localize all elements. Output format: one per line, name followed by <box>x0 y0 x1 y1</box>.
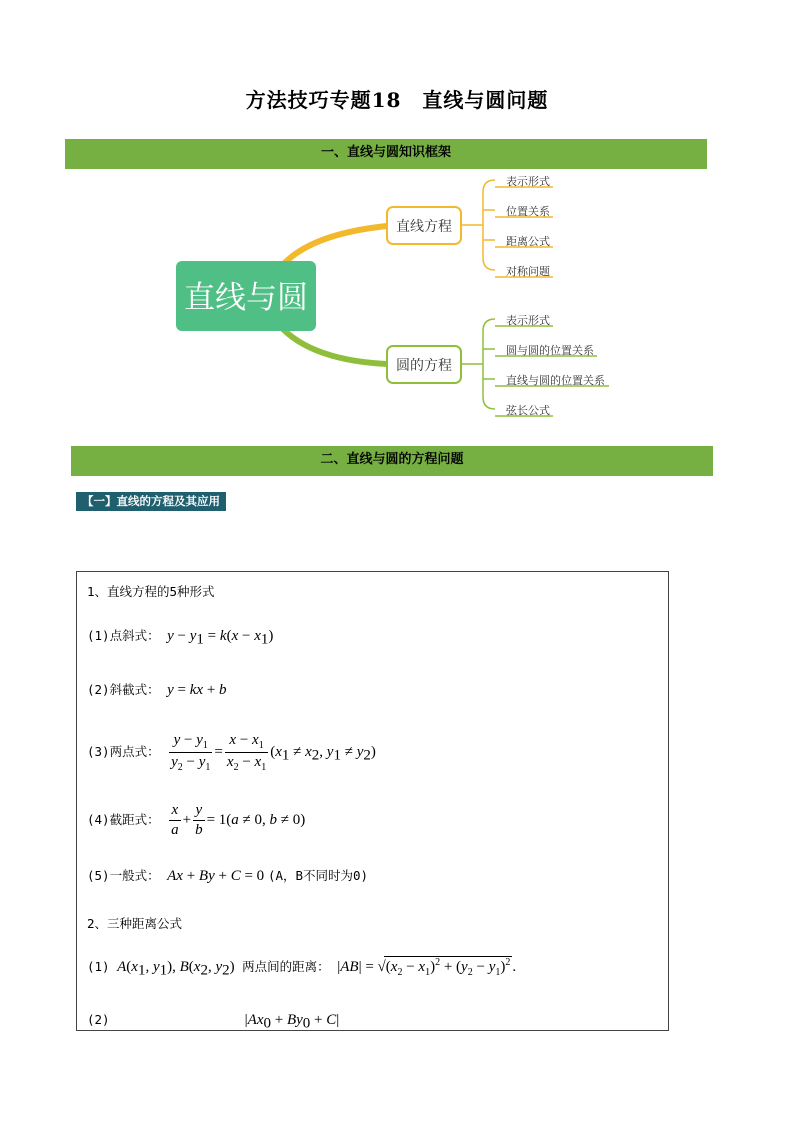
leaf-label: 对称问题 <box>506 265 550 278</box>
heading-line-distance: 2、三种距离公式 <box>87 916 183 931</box>
mind-map <box>165 165 625 420</box>
formula-point-line-distance-partial: (2) $|Ax_0 + By_0 + C|$ <box>87 1012 340 1031</box>
leaf-label: 距离公式 <box>506 235 550 248</box>
formula-slope-intercept: (2)斜截式： y = kx + b <box>87 682 227 698</box>
leaf-label: 表示形式 <box>506 314 550 327</box>
branch-label: 圆的方程 <box>396 358 452 374</box>
branch-label: 直线方程 <box>396 219 452 235</box>
section-header-framework: 一、直线与圆知识框架 <box>65 139 707 169</box>
leaf-label: 表示形式 <box>506 175 550 188</box>
leaf-label: 弦长公式 <box>506 404 550 417</box>
section-header-equations: 二、直线与圆的方程问题 <box>71 446 713 476</box>
formula-box <box>76 571 669 1031</box>
leaf-label: 圆与圆的位置关系 <box>506 344 594 357</box>
leaf-label: 直线与圆的位置关系 <box>506 374 605 387</box>
formula-two-point-distance: (1) $A(x_1$, $y_1$), $B(x_2$, $y_2$) 两点间的距离： $|AB| = √(x_2 - x_1)^2 + (y_2 - y_1)^2$ . <box>87 957 517 979</box>
formula-intercept: (4)截距式： $\frac{x}{a}$ + $\frac{y}{b}$ = 1(a ≠ 0, b ≠ 0) <box>87 802 306 838</box>
subsection-label: 【一】直线的方程及其应用 <box>76 492 226 511</box>
leaf-label: 位置关系 <box>506 205 550 218</box>
heading-line-forms: 1、直线方程的5种形式 <box>87 584 215 599</box>
page-title: 方法技巧专题18 直线与圆问题 <box>245 88 549 112</box>
formula-general: (5)一般式： Ax + By + C = 0 (A，B不同时为0) <box>87 868 369 884</box>
formula-point-slope: (1)点斜式： $y - y_1 = k(x - x_1)$ <box>87 628 274 648</box>
root-label: 直线与圆 <box>184 280 308 316</box>
formula-two-point: (3)两点式： $\frac{y - y_1}{y_2 - y_1}$ = $\frac{x - x_1}{x_2 - x_1}$ ($x_1 \ne x_2$, $y_1 \ne y_2$) <box>87 732 376 773</box>
